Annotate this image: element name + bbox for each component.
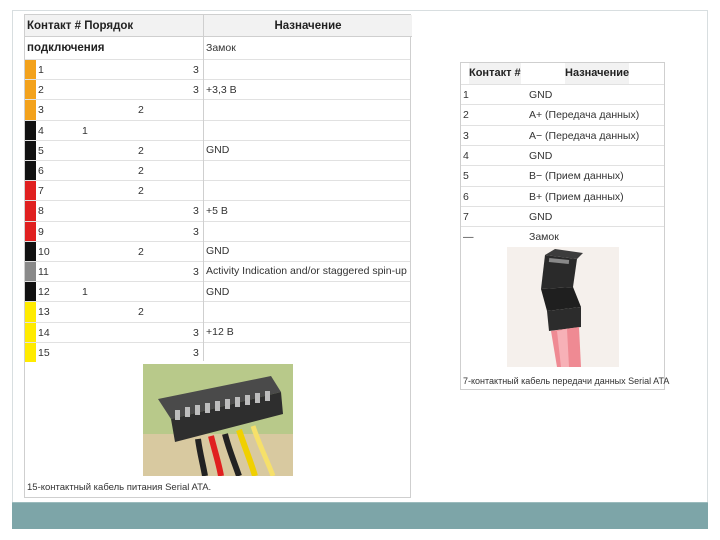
power-contact-number: 10 bbox=[38, 245, 50, 258]
data-contact-number: 4 bbox=[463, 149, 469, 162]
data-contact-number: 6 bbox=[463, 190, 469, 203]
power-contact-number: 6 bbox=[38, 165, 44, 177]
power-order-3: 3 bbox=[193, 205, 199, 218]
power-order-2: 2 bbox=[138, 306, 144, 319]
power-contact-number: 8 bbox=[38, 205, 44, 218]
power-order-2: 2 bbox=[138, 144, 144, 157]
data-row-7 bbox=[461, 206, 664, 226]
sata-power-cable-photo bbox=[143, 364, 293, 476]
power-row-13 bbox=[25, 301, 410, 321]
wire-color-stripe bbox=[25, 282, 36, 301]
power-order-3: 3 bbox=[193, 346, 199, 359]
data-connector-illustration bbox=[507, 247, 619, 367]
wire-color-stripe bbox=[25, 60, 36, 79]
power-row-1 bbox=[25, 59, 410, 79]
wire-color-stripe bbox=[25, 181, 36, 200]
sata-data-cable-photo bbox=[507, 247, 619, 367]
wire-color-stripe bbox=[25, 141, 36, 160]
data-contact-purpose: GND bbox=[529, 210, 553, 223]
data-row-4 bbox=[461, 145, 664, 165]
power-order-3: 3 bbox=[193, 225, 199, 238]
wire-color-stripe bbox=[25, 323, 36, 342]
data-header-purpose: Назначение bbox=[565, 63, 629, 85]
data-row-3 bbox=[461, 125, 664, 145]
power-purpose-gnd-3: GND bbox=[206, 286, 230, 298]
data-row-8 bbox=[461, 226, 664, 246]
data-cable-caption: 7-контактный кабель передачи данных Serial ATA bbox=[463, 376, 670, 386]
power-order-3: 3 bbox=[193, 64, 199, 76]
power-contact-number: 7 bbox=[38, 185, 44, 198]
power-contact-number: 15 bbox=[38, 346, 50, 359]
power-row-3 bbox=[25, 99, 410, 119]
wire-color-stripe bbox=[25, 161, 36, 180]
wire-color-stripe bbox=[25, 262, 36, 281]
data-contact-purpose: A+ (Передача данных) bbox=[529, 109, 640, 122]
power-header-contact-order: Контакт # Порядок подключения bbox=[25, 15, 203, 37]
power-order-3: 3 bbox=[193, 326, 199, 339]
power-row-15 bbox=[25, 342, 410, 362]
data-contact-number: 1 bbox=[463, 89, 469, 101]
power-contact-number: 13 bbox=[38, 306, 50, 319]
power-connector-illustration bbox=[143, 364, 293, 476]
power-purpose-gnd-1: GND bbox=[206, 144, 230, 156]
slide-footer-bar bbox=[12, 502, 708, 529]
data-contact-number: 5 bbox=[463, 170, 469, 183]
power-contact-number: 4 bbox=[38, 124, 44, 137]
power-purpose-lock: Замок bbox=[206, 42, 236, 54]
data-contact-number: 7 bbox=[463, 210, 469, 223]
power-header-purpose: Назначение bbox=[203, 15, 412, 37]
data-header-contact: Контакт # bbox=[469, 63, 521, 85]
wire-color-stripe bbox=[25, 242, 36, 261]
power-order-2: 2 bbox=[138, 185, 144, 198]
power-purpose-activity: Activity Indication and/or staggered spin-up bbox=[206, 265, 407, 277]
power-order-2: 2 bbox=[138, 104, 144, 117]
power-purpose-12v: +12 В bbox=[206, 326, 234, 338]
data-contact-number: 2 bbox=[463, 109, 469, 122]
data-row-2 bbox=[461, 104, 664, 124]
power-row-4 bbox=[25, 120, 410, 140]
wire-color-stripe bbox=[25, 343, 36, 362]
wire-color-stripe bbox=[25, 201, 36, 220]
power-contact-number: 5 bbox=[38, 144, 44, 157]
power-purpose-5v: +5 В bbox=[206, 205, 228, 217]
data-contact-purpose: GND bbox=[529, 89, 553, 101]
power-order-2: 2 bbox=[138, 245, 144, 258]
data-contact-number: — bbox=[463, 231, 474, 244]
power-purpose-3v3: +3,3 В bbox=[206, 84, 237, 96]
data-row-6 bbox=[461, 186, 664, 206]
data-contact-purpose: A− (Передача данных) bbox=[529, 129, 640, 142]
power-row-9 bbox=[25, 221, 410, 241]
power-order-1: 1 bbox=[82, 286, 88, 299]
power-contact-number: 2 bbox=[38, 84, 44, 97]
wire-color-stripe bbox=[25, 80, 36, 99]
power-contact-number: 11 bbox=[38, 266, 49, 278]
wire-color-stripe bbox=[25, 302, 36, 321]
power-order-3: 3 bbox=[193, 266, 199, 278]
wire-color-stripe bbox=[25, 100, 36, 119]
power-contact-number: 1 bbox=[38, 64, 44, 76]
data-contact-purpose: Замок bbox=[529, 231, 559, 244]
power-purpose-gnd-2: GND bbox=[206, 245, 230, 257]
wire-color-stripe bbox=[25, 121, 36, 140]
power-contact-number: 14 bbox=[38, 326, 50, 339]
data-contact-number: 3 bbox=[463, 129, 469, 142]
power-order-1: 1 bbox=[82, 124, 88, 137]
data-row-5 bbox=[461, 165, 664, 185]
power-row-7 bbox=[25, 180, 410, 200]
data-row-1 bbox=[461, 84, 664, 104]
power-row-6 bbox=[25, 160, 410, 180]
power-cable-caption: 15-контактный кабель питания Serial ATA. bbox=[27, 482, 212, 493]
data-contact-purpose: GND bbox=[529, 149, 553, 162]
wire-color-stripe bbox=[25, 222, 36, 241]
power-order-3: 3 bbox=[193, 84, 199, 97]
data-pinout-table bbox=[460, 62, 670, 390]
power-contact-number: 9 bbox=[38, 225, 44, 238]
power-pinout-table bbox=[24, 14, 411, 498]
data-contact-purpose: B− (Прием данных) bbox=[529, 170, 624, 183]
power-contact-number: 12 bbox=[38, 286, 50, 299]
power-order-2: 2 bbox=[138, 165, 144, 177]
power-column-divider bbox=[203, 37, 204, 361]
data-contact-purpose: B+ (Прием данных) bbox=[529, 190, 624, 203]
power-contact-number: 3 bbox=[38, 104, 44, 117]
